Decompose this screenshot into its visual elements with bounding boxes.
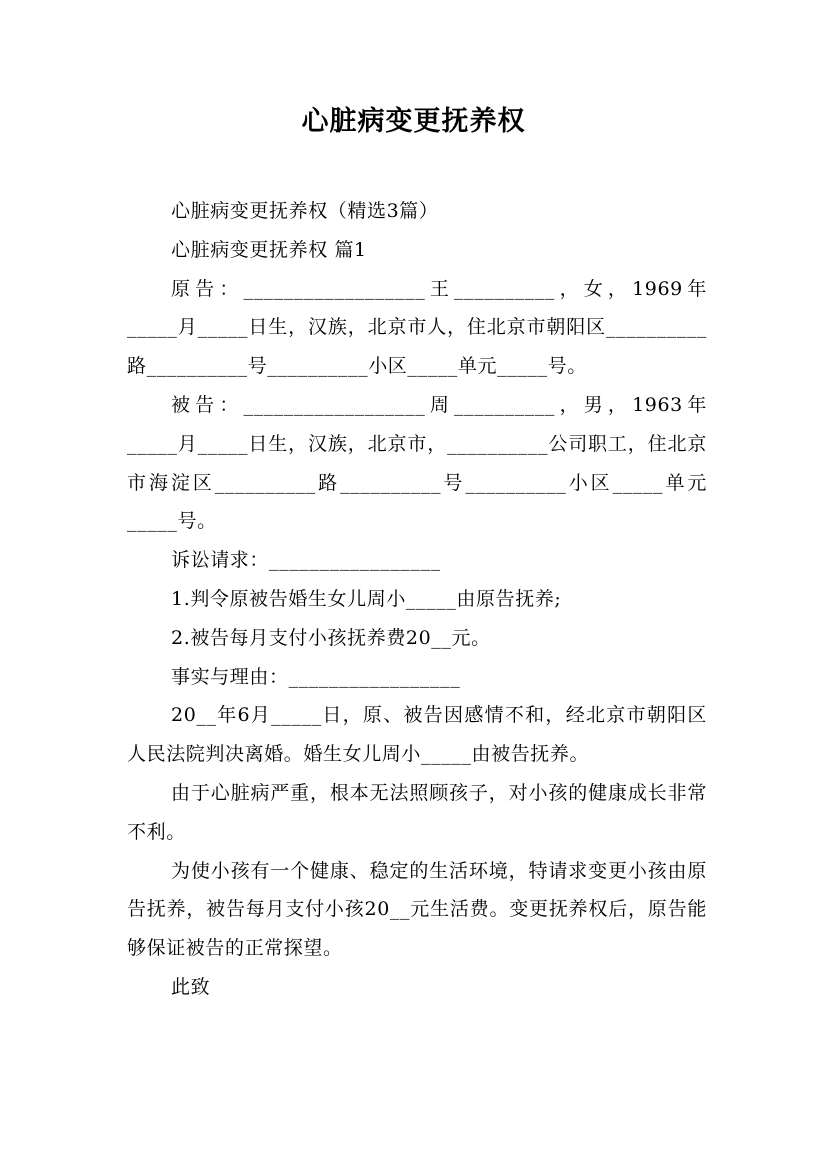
- paragraph-facts-request: 为使小孩有一个健康、稳定的生活环境，特请求变更小孩由原告抚养，被告每月支付小孩20__元生活费。变更抚养权后，原告能够保证被告的正常探望。: [127, 859, 707, 960]
- paragraph-subtitle: 心脏病变更抚养权（精选3篇）: [171, 200, 439, 222]
- paragraph-facts-heading: 事实与理由：_________________: [171, 665, 461, 688]
- paragraph-claims-heading: 诉讼请求：_________________: [171, 549, 441, 572]
- document-title: 心脏病变更抚养权: [301, 106, 526, 137]
- paragraph-section-heading: 心脏病变更抚养权 篇1: [171, 238, 367, 261]
- paragraph-claim-1: 1.判令原被告婚生女儿周小_____由原告抚养;: [171, 587, 562, 610]
- paragraph-plaintiff: 原告：__________________王__________，女，1969年_____月_____日生，汉族，北京市人，住北京市朝阳区__________路__________号__________小区_____单元_____号。: [127, 277, 707, 378]
- paragraph-facts-illness: 由于心脏病严重，根本无法照顾孩子，对小孩的健康成长非常不利。: [127, 781, 707, 843]
- document-body: [127, 192, 707, 1007]
- paragraph-closing: 此致: [171, 975, 211, 998]
- paragraph-defendant: 被告：__________________周__________，男，1963年_____月_____日生，汉族，北京市，__________公司职工，住北京市海淀区__________路__________号__________小区_____单元_____号。: [127, 393, 707, 533]
- paragraph-claim-2: 2.被告每月支付小孩抚养费20__元。: [171, 626, 491, 649]
- paragraph-facts-divorce: 20__年6月_____日，原、被告因感情不和，经北京市朝阳区人民法院判决离婚。婚生女儿周小_____由被告抚养。: [127, 704, 707, 766]
